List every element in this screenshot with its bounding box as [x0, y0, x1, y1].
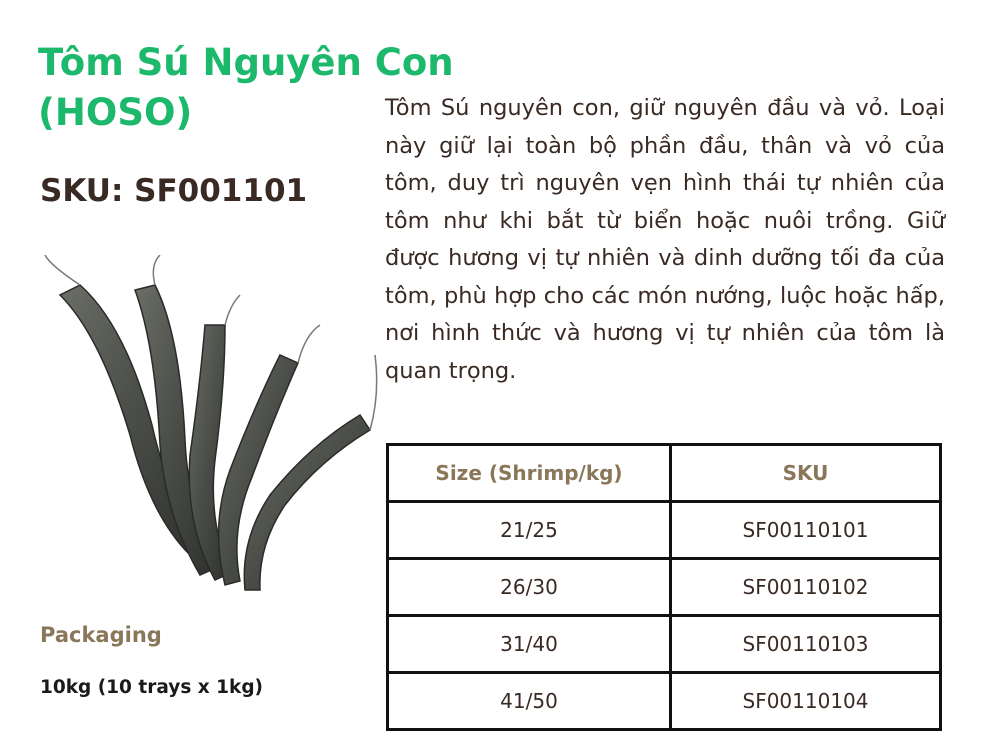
- shrimp-4: [219, 325, 320, 585]
- cell-sku: SF00110101: [671, 502, 941, 559]
- table-row: [388, 673, 941, 730]
- column-header-sku: SKU: [671, 445, 941, 502]
- size-sku-table: [386, 443, 942, 731]
- cell-size: 41/50: [388, 673, 671, 730]
- product-sku: SKU: SF001101: [40, 173, 308, 209]
- table-row: [388, 616, 941, 673]
- cell-size: 26/30: [388, 559, 671, 616]
- cell-size: 31/40: [388, 616, 671, 673]
- product-title-line2: (HOSO): [38, 91, 193, 134]
- cell-size: 21/25: [388, 502, 671, 559]
- column-header-size: Size (Shrimp/kg): [388, 445, 671, 502]
- shrimp-image: [40, 255, 380, 595]
- product-description: Tôm Sú nguyên con, giữ nguyên đầu và vỏ. Loại này giữ lại toàn bộ phần đầu, thân và vỏ của tôm, duy trì nguyên vẹn hình thái tự nhiên của tôm như khi bắt từ biển hoặc nuôi trồng. Giữ được hương vị tự nhiên và dinh dưỡng tối đa của tôm, phù hợp cho các món nướng, luộc hoặc hấp, nơi hình thức và hương vị tự nhiên của tôm là quan trọng.: [385, 95, 945, 384]
- cell-sku: SF00110103: [671, 616, 941, 673]
- table-header-row: [388, 445, 941, 502]
- table-row: [388, 502, 941, 559]
- packaging-value: 10kg (10 trays x 1kg): [40, 677, 264, 698]
- table-row: [388, 559, 941, 616]
- cell-sku: SF00110104: [671, 673, 941, 730]
- product-title-line1: Tôm Sú Nguyên Con: [38, 41, 454, 84]
- cell-sku: SF00110102: [671, 559, 941, 616]
- packaging-label: Packaging: [40, 623, 162, 647]
